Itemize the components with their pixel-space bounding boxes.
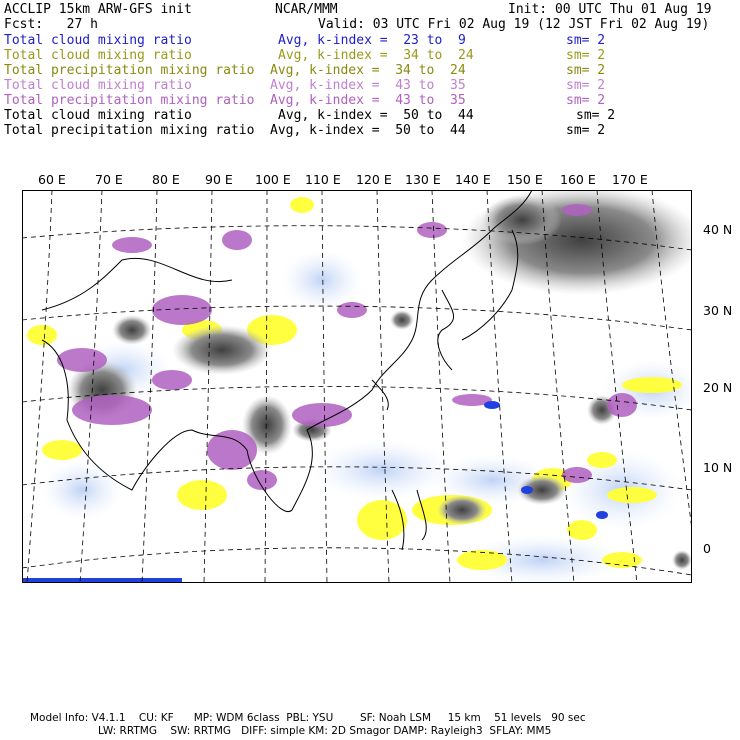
valid-time: Valid: 03 UTC Fri 02 Aug 19 (12 JST Fri 02 Aug 19) [318, 17, 710, 32]
field-row [0, 108, 740, 123]
field-avg-index: Avg, k-index = 34 to 24 [278, 48, 474, 63]
forecast-hour: Fcst: 27 h [4, 17, 98, 32]
field-smoothing: sm= 2 [576, 108, 616, 123]
model-title: ACCLIP 15km ARW-GFS init [4, 2, 192, 17]
longitude-label: 130 E [405, 172, 441, 187]
latitude-label: 40 N [703, 222, 733, 237]
field-avg-index: Avg, k-index = 43 to 35 [270, 93, 466, 108]
field-avg-index: Avg, k-index = 43 to 35 [270, 78, 466, 93]
field-avg-index: Avg, k-index = 50 to 44 [270, 123, 466, 138]
field-smoothing: sm= 2 [566, 63, 606, 78]
field-name: Total cloud mixing ratio [4, 78, 192, 93]
latitude-label: 0 [703, 541, 711, 556]
field-smoothing: sm= 2 [566, 93, 606, 108]
model-info-line2: LW: RRTMG SW: RRTMG DIFF: simple KM: 2D Smagor DAMP: Rayleigh3 SFLAY: MM5 [98, 725, 552, 737]
field-row [0, 93, 740, 108]
longitude-label: 80 E [152, 172, 180, 187]
field-smoothing: sm= 2 [566, 48, 606, 63]
longitude-label: 70 E [95, 172, 123, 187]
field-row [0, 78, 740, 93]
longitude-label: 100 E [255, 172, 291, 187]
field-name: Total cloud mixing ratio [4, 48, 192, 63]
field-avg-index: Avg, k-index = 50 to 44 [278, 108, 474, 123]
field-avg-index: Avg, k-index = 34 to 24 [270, 63, 466, 78]
init-time: Init: 00 UTC Thu 01 Aug 19 [508, 2, 712, 17]
latitude-label: 10 N [703, 460, 733, 475]
field-name: Total precipitation mixing ratio [4, 63, 255, 78]
field-name: Total cloud mixing ratio [4, 108, 192, 123]
field-smoothing: sm= 2 [566, 33, 606, 48]
field-row [0, 48, 740, 63]
latitude-label: 20 N [703, 380, 733, 395]
longitude-label: 170 E [612, 172, 648, 187]
longitude-label: 110 E [305, 172, 341, 187]
field-row [0, 33, 740, 48]
field-name: Total precipitation mixing ratio [4, 93, 255, 108]
latitude-label: 30 N [703, 303, 733, 318]
longitude-label: 140 E [455, 172, 491, 187]
field-row [0, 123, 740, 138]
field-name: Total cloud mixing ratio [4, 33, 192, 48]
field-row [0, 63, 740, 78]
model-info-line1: Model Info: V4.1.1 CU: KF MP: WDM 6class PBL: YSU SF: Noah LSM 15 km 51 levels 90 sec [30, 712, 586, 724]
field-smoothing: sm= 2 [566, 123, 606, 138]
longitude-label: 90 E [205, 172, 233, 187]
org-title: NCAR/MMM [275, 2, 338, 17]
longitude-label: 120 E [356, 172, 392, 187]
field-avg-index: Avg, k-index = 23 to 9 [278, 33, 466, 48]
field-smoothing: sm= 2 [566, 78, 606, 93]
forecast-map [22, 190, 692, 583]
longitude-label: 160 E [560, 172, 596, 187]
field-name: Total precipitation mixing ratio [4, 123, 255, 138]
longitude-label: 150 E [507, 172, 543, 187]
longitude-label: 60 E [38, 172, 66, 187]
